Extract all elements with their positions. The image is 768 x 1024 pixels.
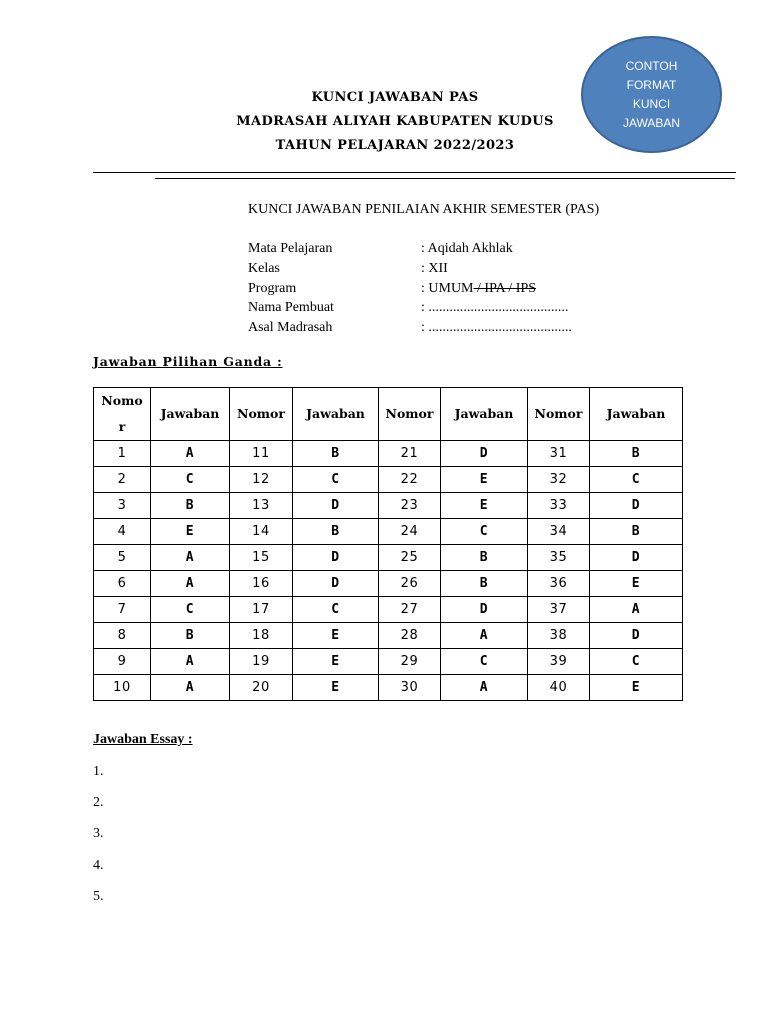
question-number-cell: 38 — [528, 623, 590, 649]
answer-cell: B — [293, 441, 379, 467]
question-number-cell: 7 — [94, 597, 151, 623]
answer-cell: C — [293, 467, 379, 493]
answer-cell: B — [151, 493, 230, 519]
essay-item: 1. — [93, 764, 104, 779]
question-number-cell: 14 — [230, 519, 293, 545]
table-row — [94, 675, 683, 701]
answer-cell: A — [151, 571, 230, 597]
question-number-cell: 33 — [528, 493, 590, 519]
question-number-cell: 3 — [94, 493, 151, 519]
question-number-cell: 9 — [94, 649, 151, 675]
answer-cell: E — [590, 675, 683, 701]
header-divider-top — [93, 172, 736, 173]
question-number-cell: 26 — [379, 571, 441, 597]
info-value: : ........................................ — [421, 300, 569, 316]
answer-cell: E — [151, 519, 230, 545]
answer-cell: D — [293, 571, 379, 597]
info-value: : Aqidah Akhlak — [421, 241, 513, 256]
answer-cell: B — [590, 441, 683, 467]
header-answer: Jawaban — [293, 388, 379, 441]
answer-cell: D — [293, 545, 379, 571]
essay-title: Jawaban Essay : — [93, 732, 193, 747]
answer-cell: E — [441, 467, 528, 493]
question-number-cell: 21 — [379, 441, 441, 467]
question-number-cell: 31 — [528, 441, 590, 467]
question-number-cell: 29 — [379, 649, 441, 675]
answer-cell: D — [441, 441, 528, 467]
question-number-cell: 16 — [230, 571, 293, 597]
answer-cell: A — [151, 675, 230, 701]
badge-line: FORMAT — [626, 77, 677, 92]
table-row — [94, 649, 683, 675]
question-number-cell: 34 — [528, 519, 590, 545]
answer-cell: C — [293, 597, 379, 623]
multiple-choice-title: Jawaban Pilihan Ganda : — [93, 354, 283, 369]
answer-cell: B — [590, 519, 683, 545]
question-number-cell: 17 — [230, 597, 293, 623]
answer-cell: C — [441, 649, 528, 675]
answer-cell: B — [293, 519, 379, 545]
answer-cell: D — [590, 623, 683, 649]
answer-cell: A — [151, 441, 230, 467]
header-line-1: KUNCI JAWABAN PAS — [311, 90, 479, 105]
sample-format-badge — [581, 36, 722, 153]
answer-cell: C — [151, 467, 230, 493]
question-number-cell: 24 — [379, 519, 441, 545]
question-number-cell: 35 — [528, 545, 590, 571]
answer-cell: D — [293, 493, 379, 519]
badge-line: KUNCI — [632, 96, 671, 111]
question-number-cell: 27 — [379, 597, 441, 623]
question-number-cell: 18 — [230, 623, 293, 649]
badge-line: JAWABAN — [622, 115, 681, 130]
answer-cell: A — [151, 649, 230, 675]
badge-line: CONTOH — [625, 58, 678, 73]
header-answer: Jawaban — [151, 388, 230, 441]
answer-cell: E — [293, 675, 379, 701]
table-row — [94, 571, 683, 597]
answer-cell: C — [590, 467, 683, 493]
header-answer: Jawaban — [590, 388, 683, 441]
answer-cell: E — [590, 571, 683, 597]
question-number-cell: 12 — [230, 467, 293, 493]
answer-cell: A — [441, 623, 528, 649]
info-label: Program — [248, 280, 297, 296]
question-number-cell: 15 — [230, 545, 293, 571]
answer-cell: A — [441, 675, 528, 701]
answer-cell: A — [590, 597, 683, 623]
header-answer: Jawaban — [441, 388, 528, 441]
info-label: Kelas — [248, 260, 280, 276]
question-number-cell: 19 — [230, 649, 293, 675]
question-number-cell: 28 — [379, 623, 441, 649]
info-value: : XII — [421, 260, 448, 276]
answer-cell: B — [441, 545, 528, 571]
table-row — [94, 623, 683, 649]
question-number-cell: 8 — [94, 623, 151, 649]
essay-item: 5. — [93, 888, 104, 904]
answer-cell: E — [293, 649, 379, 675]
table-row — [94, 545, 683, 571]
essay-item: 2. — [93, 795, 104, 811]
essay-item: 3. — [93, 826, 104, 842]
question-number-cell: 23 — [379, 493, 441, 519]
header-number: Nomor — [94, 388, 151, 441]
answer-cell: E — [293, 623, 379, 649]
table-row — [94, 519, 683, 545]
answer-cell: B — [151, 623, 230, 649]
question-number-cell: 6 — [94, 571, 151, 597]
info-label: Mata Pelajaran — [248, 241, 333, 256]
document-title: KUNCI JAWABAN PENILAIAN AKHIR SEMESTER (PAS) — [248, 202, 600, 217]
program-value: : UMUM — [421, 280, 474, 296]
table-row — [94, 597, 683, 623]
answer-cell: D — [590, 545, 683, 571]
header-number: Nomor — [379, 388, 441, 441]
question-number-cell: 5 — [94, 545, 151, 571]
header-divider-bottom — [155, 178, 735, 179]
question-number-cell: 11 — [230, 441, 293, 467]
question-number-cell: 1 — [94, 441, 151, 467]
table-row — [94, 441, 683, 467]
question-number-cell: 25 — [379, 545, 441, 571]
answer-cell: B — [441, 571, 528, 597]
question-number-cell: 4 — [94, 519, 151, 545]
document-header — [200, 86, 590, 158]
table-row — [94, 493, 683, 519]
header-line-3: TAHUN PELAJARAN 2022/2023 — [275, 138, 515, 153]
essay-item: 4. — [93, 857, 104, 873]
header-number: Nomor — [528, 388, 590, 441]
answer-cell: C — [151, 597, 230, 623]
table-row — [94, 467, 683, 493]
answer-cell: E — [441, 493, 528, 519]
question-number-cell: 37 — [528, 597, 590, 623]
question-number-cell: 32 — [528, 467, 590, 493]
question-number-cell: 39 — [528, 649, 590, 675]
question-number-cell: 20 — [230, 675, 293, 701]
info-value: : ......................................... — [421, 320, 572, 335]
info-value-program — [421, 279, 536, 299]
answer-cell: A — [151, 545, 230, 571]
answer-cell: D — [590, 493, 683, 519]
answer-cell: D — [441, 597, 528, 623]
question-number-cell: 30 — [379, 675, 441, 701]
question-number-cell: 40 — [528, 675, 590, 701]
essay-list — [93, 762, 104, 918]
table-body — [94, 441, 683, 701]
answer-cell: C — [441, 519, 528, 545]
question-number-cell: 10 — [94, 675, 151, 701]
question-number-cell: 36 — [528, 571, 590, 597]
question-number-cell: 22 — [379, 467, 441, 493]
question-number-cell: 13 — [230, 493, 293, 519]
table-header-row — [94, 388, 683, 441]
header-line-2: MADRASAH ALIYAH KABUPATEN KUDUS — [236, 114, 554, 129]
question-number-cell: 2 — [94, 467, 151, 493]
info-label: Nama Pembuat — [248, 300, 334, 316]
program-struck-options: / IPA / IPS — [473, 280, 537, 296]
header-number: Nomor — [230, 388, 293, 441]
info-label: Asal Madrasah — [248, 320, 333, 335]
answer-key-table — [93, 387, 683, 701]
answer-cell: C — [590, 649, 683, 675]
